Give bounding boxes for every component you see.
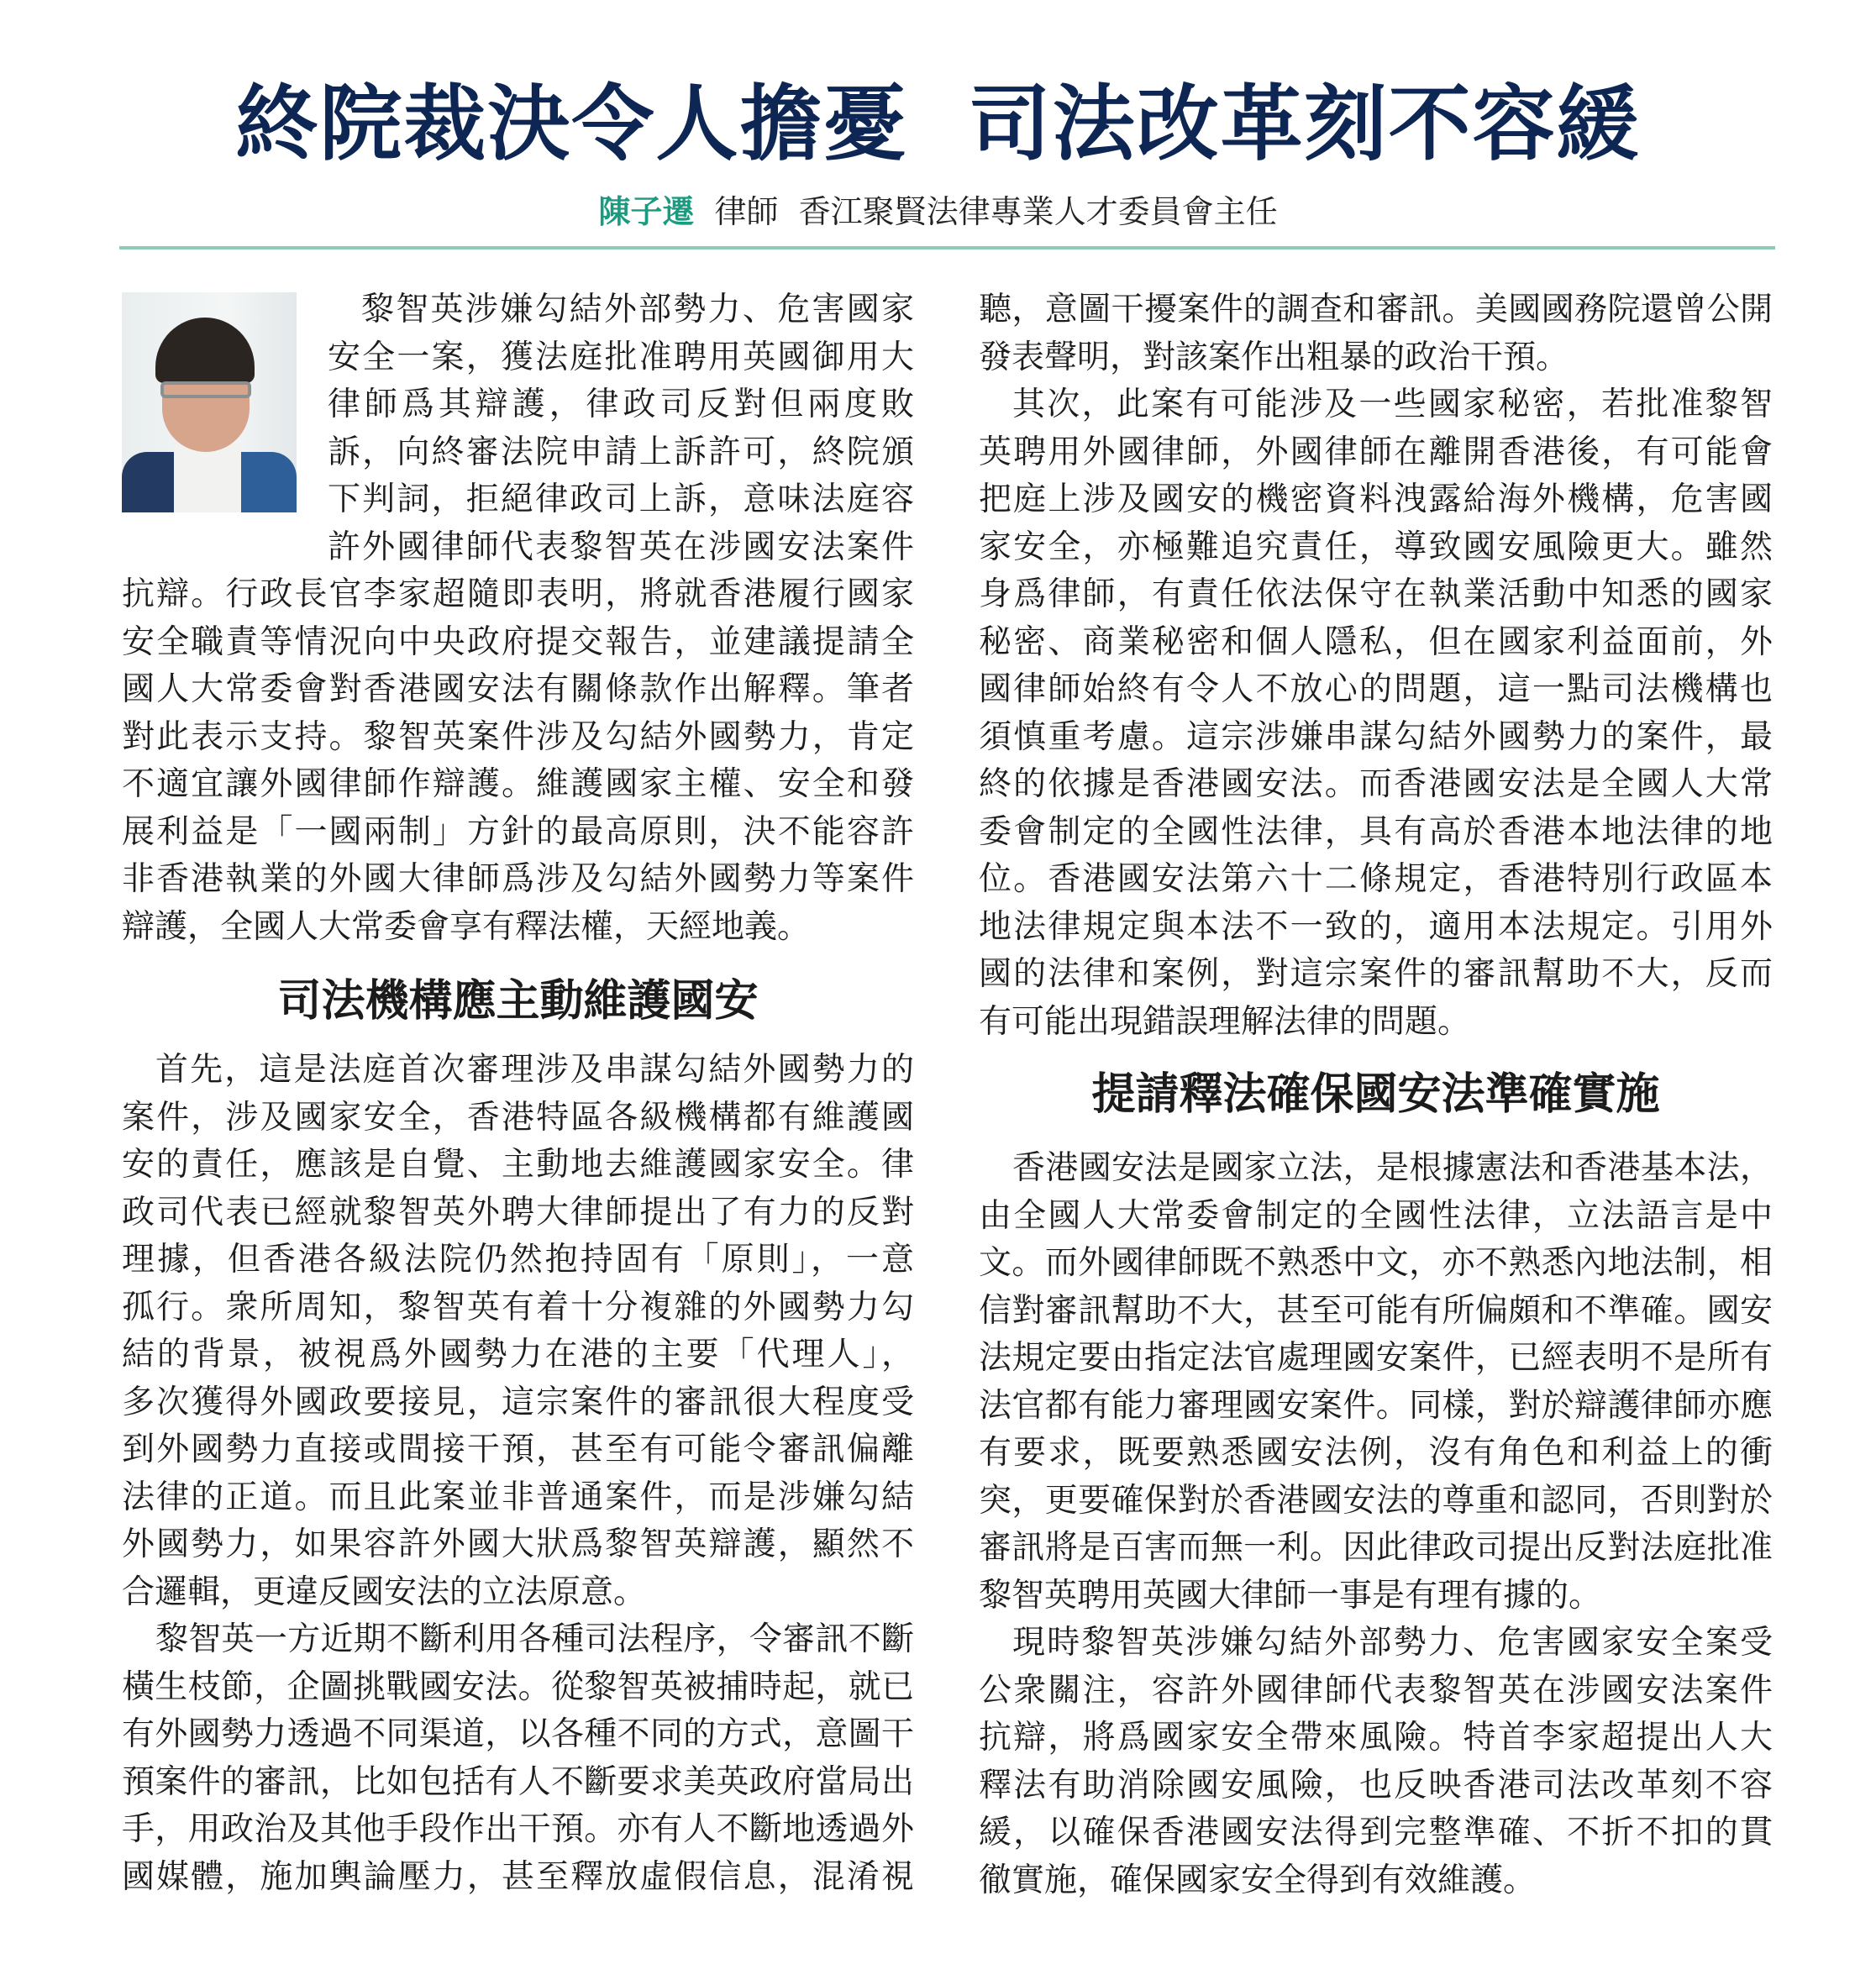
- body-text-line: 到外國勢力直接或間接干預，甚至有可能令審訊偏離: [122, 1431, 914, 1468]
- author-photo: [122, 292, 297, 512]
- body-text-line: 預案件的審訊，比如包括有人不斷要求美英政府當局出: [122, 1762, 914, 1801]
- section-subheading: 司法機構應主動維護國安: [277, 976, 759, 1027]
- body-text-line: 釋法有助消除國安風險，也反映香港司法改革刻不容: [979, 1766, 1773, 1804]
- body-text-line: 法律的正道。而且此案並非普通案件，而是涉嫌勾結: [122, 1478, 914, 1516]
- body-text-line: 公衆關注，容許外國律師代表黎智英在涉國安法案件: [979, 1671, 1773, 1709]
- body-text-line: 法規定要由指定法官處理國安案件，已經表明不是所有: [979, 1339, 1773, 1377]
- body-text-line: 國律師始終有令人不放心的問題，這一點司法機構也: [979, 670, 1773, 708]
- body-text-line: 安全職責等情況向中央政府提交報告，並建議提請全: [122, 622, 914, 661]
- body-text-line: 手，用政治及其他手段作出干預。亦有人不斷地透過外: [122, 1810, 914, 1848]
- body-text-line: 展利益是「一國兩制」方針的最高原則，決不能容許: [122, 812, 914, 851]
- body-text-line: 須慎重考慮。這宗涉嫌串謀勾結外國勢力的案件，最: [979, 717, 1773, 756]
- section-subheading: 提請釋法確保國安法準確實施: [1091, 1069, 1660, 1120]
- body-text-line: 聽，意圖干擾案件的調查和審訊。美國國務院還曾公開: [979, 291, 1773, 328]
- body-text-line: 不適宜讓外國律師作辯護。維護國家主權、安全和發: [122, 765, 914, 803]
- body-text-line: 文。而外國律師既不熟悉中文，亦不熟悉內地法制，相: [979, 1244, 1773, 1282]
- body-text-line: 孤行。衆所周知，黎智英有着十分複雜的外國勢力勾: [122, 1288, 914, 1326]
- body-text-line: 律師爲其辯護，律政司反對但兩度敗: [328, 386, 914, 423]
- body-text-line: 法官都有能力審理國安案件。同樣，對於辯護律師亦應: [979, 1386, 1773, 1425]
- headline: 終院裁決令人擔憂 司法改革刻不容緩: [235, 76, 1641, 172]
- body-text-line: 橫生枝節，企圖挑戰國安法。從黎智英被捕時起，就已: [122, 1667, 914, 1706]
- body-text-line: 其次，此案有可能涉及一些國家秘密，若批准黎智: [1012, 386, 1773, 423]
- body-text-line: 委會制定的全國性法律，具有高於香港本地法律的地: [979, 812, 1773, 851]
- byline: [0, 190, 1876, 234]
- body-text-line: 突，更要確保對於香港國安法的尊重和認同，否則對於: [979, 1481, 1773, 1520]
- body-text-line: 安的責任，應該是自覺、主動地去維護國家安全。律: [122, 1146, 914, 1184]
- body-text-line: 黎智英一方近期不斷利用各種司法程序，令審訊不斷: [155, 1620, 914, 1658]
- body-text-line: 英聘用外國律師，外國律師在離開香港後，有可能會: [979, 433, 1773, 471]
- author-role: 律師 香江聚賢法律專業人才委員會主任: [714, 193, 1278, 230]
- body-text-line: 國媒體，施加輿論壓力，甚至釋放虛假信息，混淆視: [122, 1857, 914, 1896]
- body-text-line: 發表聲明，對該案作出粗暴的政治干預。: [979, 338, 1569, 376]
- body-text-line: 多次獲得外國政要接見，這宗案件的審訊很大程度受: [122, 1383, 914, 1421]
- body-text-line: 首先，這是法庭首次審理涉及串謀勾結外國勢力的: [155, 1051, 914, 1089]
- author-name: 陳子遷: [598, 193, 695, 230]
- body-text-line: 有可能出現錯誤理解法律的問題。: [979, 1002, 1471, 1041]
- body-text-line: 現時黎智英涉嫌勾結外部勢力、危害國家安全案受: [1012, 1624, 1773, 1662]
- body-text-line: 緩，以確保香港國安法得到完整準確、不折不扣的貫: [979, 1814, 1773, 1851]
- header-divider: [119, 246, 1775, 249]
- body-text-line: 有要求，既要熟悉國安法例，沒有角色和利益上的衝: [979, 1434, 1773, 1472]
- body-text-line: 合邏輯，更違反國安法的立法原意。: [122, 1573, 647, 1611]
- photo-glasses: [160, 381, 251, 398]
- body-text-line: 安全一案，獲法庭批准聘用英國御用大: [328, 338, 914, 376]
- body-text-line: 訴，向終審法院申請上訴許可，終院頒: [328, 433, 914, 471]
- body-text-line: 對此表示支持。黎智英案件涉及勾結外國勢力，肯定: [122, 717, 914, 756]
- body-text-line: 終的依據是香港國安法。而香港國安法是全國人大常: [979, 765, 1773, 803]
- body-text-line: 非香港執業的外國大律師爲涉及勾結外國勢力等案件: [122, 860, 914, 898]
- body-text-line: 案件，涉及國家安全，香港特區各級機構都有維護國: [122, 1098, 914, 1137]
- body-text-line: 秘密、商業秘密和個人隱私，但在國家利益面前，外: [979, 622, 1773, 661]
- body-text-line: 把庭上涉及國安的機密資料洩露給海外機構，危害國: [979, 480, 1773, 518]
- body-text-line: 外國勢力，如果容許外國大狀爲黎智英辯護，顯然不: [122, 1526, 914, 1563]
- author-spacer: [694, 193, 714, 230]
- body-text-line: 地法律規定與本法不一致的，適用本法規定。引用外: [979, 907, 1773, 946]
- body-text-line: 黎智英涉嫌勾結外部勢力、危害國家: [361, 291, 914, 328]
- body-text-line: 結的背景，被視爲外國勢力在港的主要「代理人」，: [122, 1336, 914, 1373]
- body-text-line: 徹實施，確保國家安全得到有效維護。: [979, 1861, 1537, 1899]
- body-text-line: 政司代表已經就黎智英外聘大律師提出了有力的反對: [122, 1193, 914, 1231]
- body-text-line: 許外國律師代表黎智英在涉國安法案件: [328, 528, 914, 566]
- body-text-line: 國的法律和案例，對這宗案件的審訊幫助不大，反而: [979, 955, 1773, 993]
- body-text-line: 理據，但香港各級法院仍然抱持固有「原則」，一意: [122, 1241, 914, 1279]
- body-text-line: 由全國人大常委會制定的全國性法律，立法語言是中: [979, 1196, 1773, 1235]
- body-text-line: 下判詞，拒絕律政司上訴，意味法庭容: [328, 480, 914, 518]
- body-text-line: 香港國安法是國家立法，是根據憲法和香港基本法，: [1012, 1149, 1773, 1187]
- body-text-line: 有外國勢力透過不同渠道，以各種不同的方式，意圖干: [122, 1715, 914, 1753]
- body-text-line: 審訊將是百害而無一利。因此律政司提出反對法庭批准: [979, 1529, 1773, 1567]
- body-text-line: 抗辯。行政長官李家超隨即表明，將就香港履行國家: [122, 575, 914, 613]
- body-text-line: 信對審訊幫助不大，甚至可能有所偏頗和不準確。國安: [979, 1291, 1773, 1330]
- body-text-line: 抗辯，將爲國家安全帶來風險。特首李家超提出人大: [979, 1719, 1773, 1757]
- body-text-line: 家安全，亦極難追究責任，導致國安風險更大。雖然: [979, 528, 1773, 566]
- body-text-line: 位。香港國安法第六十二條規定，香港特別行政區本: [979, 860, 1773, 898]
- body-text-line: 國人大常委會對香港國安法有關條款作出解釋。筆者: [122, 670, 914, 708]
- body-text-line: 辯護，全國人大常委會享有釋法權，天經地義。: [122, 907, 811, 946]
- body-text-line: 身爲律師，有責任依法保守在執業活動中知悉的國家: [979, 575, 1773, 613]
- photo-shirt: [174, 444, 241, 512]
- body-text-line: 黎智英聘用英國大律師一事是有理有據的。: [979, 1576, 1602, 1615]
- photo-hair: [155, 318, 255, 383]
